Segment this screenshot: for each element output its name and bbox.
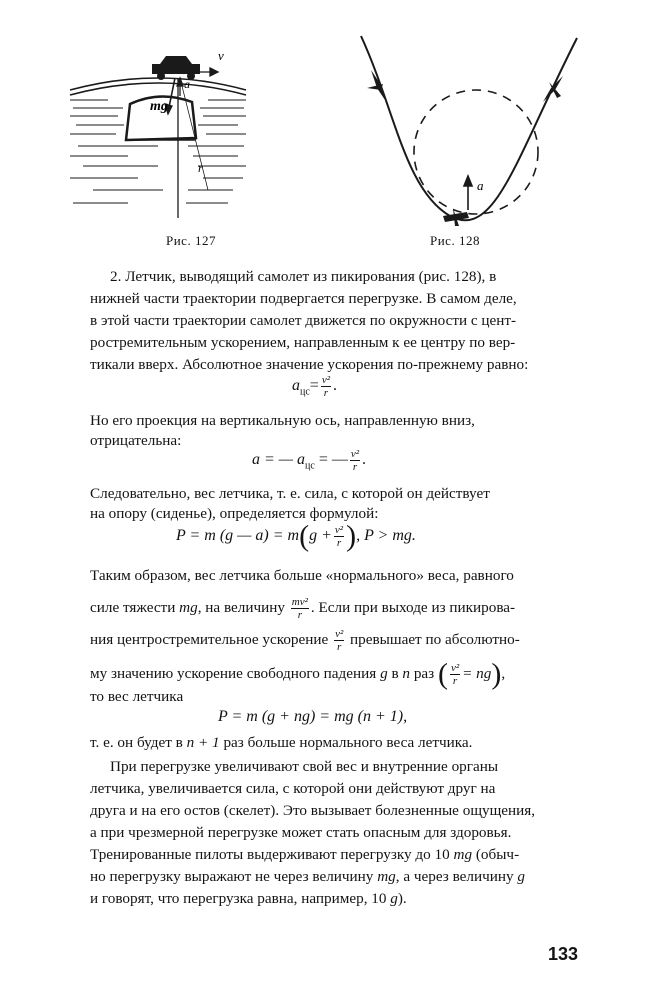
dashed-circle bbox=[414, 90, 538, 214]
para1-line: ростремительным ускорением, направленным к ее центру по вер- bbox=[90, 334, 516, 351]
para6-line: Тренированные пилоты выдерживают перегрузку до 10 mg (обыч- bbox=[90, 846, 520, 863]
para6-line: а при чрезмерной перегрузке может стать опасным для здоровья. bbox=[90, 824, 512, 841]
para3-line: Следовательно, вес летчика, т. е. сила, с которой он действует bbox=[90, 485, 490, 502]
water-hatching bbox=[70, 100, 246, 203]
formula-4: P = m (g + ng) = mg (n + 1), bbox=[218, 708, 408, 725]
force-vectors bbox=[165, 68, 218, 218]
figure-127-caption: Рис. 127 bbox=[166, 233, 216, 248]
para6-line: друга и на его остов (скелет). Это вызывает болезненные ощущения, bbox=[90, 802, 536, 819]
airplane-icon bbox=[367, 70, 563, 226]
formula-3: P = m (g — a) = m(g + $\frac{\text{v²}}{r}$ ), P > mg. bbox=[176, 519, 416, 553]
label-r: r bbox=[198, 161, 203, 175]
label-a: a bbox=[184, 77, 190, 91]
para6-line: но перегрузку выражают не через величину mg, а через величину g bbox=[90, 868, 526, 885]
para2-line: отрицательна: bbox=[90, 432, 182, 449]
para2-line: Но его проекция на вертикальную ось, направленную вниз, bbox=[90, 412, 475, 429]
para4-line: силе тяжести mg, на величину $\frac{\text{mv²}}{r}$ . Если при выходе из пикирова- bbox=[90, 596, 516, 621]
para6-line: и говорят, что перегрузка равна, например, 10 g). bbox=[90, 890, 407, 907]
page-number: 133 bbox=[548, 944, 579, 964]
formula-1: $a_{цс}=$ $\frac{\text{v²}}{r}$ . bbox=[292, 374, 338, 399]
para4-line: Таким образом, вес летчика больше «нормального» веса, равного bbox=[90, 567, 514, 584]
para1-line: 2. Летчик, выводящий самолет из пикирования (рис. 128), в bbox=[110, 268, 497, 285]
para4-line: то вес летчика bbox=[90, 688, 184, 705]
para3-line: на опору (сиденье), определяется формулой: bbox=[90, 505, 379, 522]
para5-line: т. е. он будет в n + 1 раз больше нормального веса летчика. bbox=[90, 734, 473, 751]
car-icon bbox=[152, 56, 200, 80]
para6-line: летчика, увеличивается сила, с которой они действуют друг на bbox=[90, 780, 496, 797]
para6-line: При перегрузке увеличивают свой вес и внутренние органы bbox=[110, 758, 499, 775]
formula-2: a = — $a_{цс}$ = — $\frac{\text{v²}}{r}$ . bbox=[252, 448, 367, 473]
figure-128 bbox=[355, 30, 585, 230]
para4-line: ния центростремительное ускорение $\frac{\text{v²}}{r}$ превышает по абсолютно- bbox=[90, 628, 520, 653]
trajectory-curve bbox=[361, 36, 577, 220]
figure-128-caption: Рис. 128 bbox=[430, 233, 480, 248]
para1-line: тикали вверх. Абсолютное значение ускорения по-прежнему равно: bbox=[90, 356, 529, 373]
figure-127 bbox=[68, 38, 248, 228]
label-a-vec: a bbox=[477, 178, 484, 193]
para1-line: нижней части траектории подвергается перегрузке. В самом деле, bbox=[90, 290, 517, 307]
label-mg: mg bbox=[150, 99, 168, 114]
acceleration-vector bbox=[464, 176, 472, 210]
para1-line: в этой части траектории самолет движется по окружности с цент- bbox=[90, 312, 517, 329]
label-v: v bbox=[218, 48, 224, 63]
para4-line: му значению ускорение свободного падения g в n раз ( $\frac{\text{v²}}{r}$ = ng), bbox=[90, 657, 506, 691]
